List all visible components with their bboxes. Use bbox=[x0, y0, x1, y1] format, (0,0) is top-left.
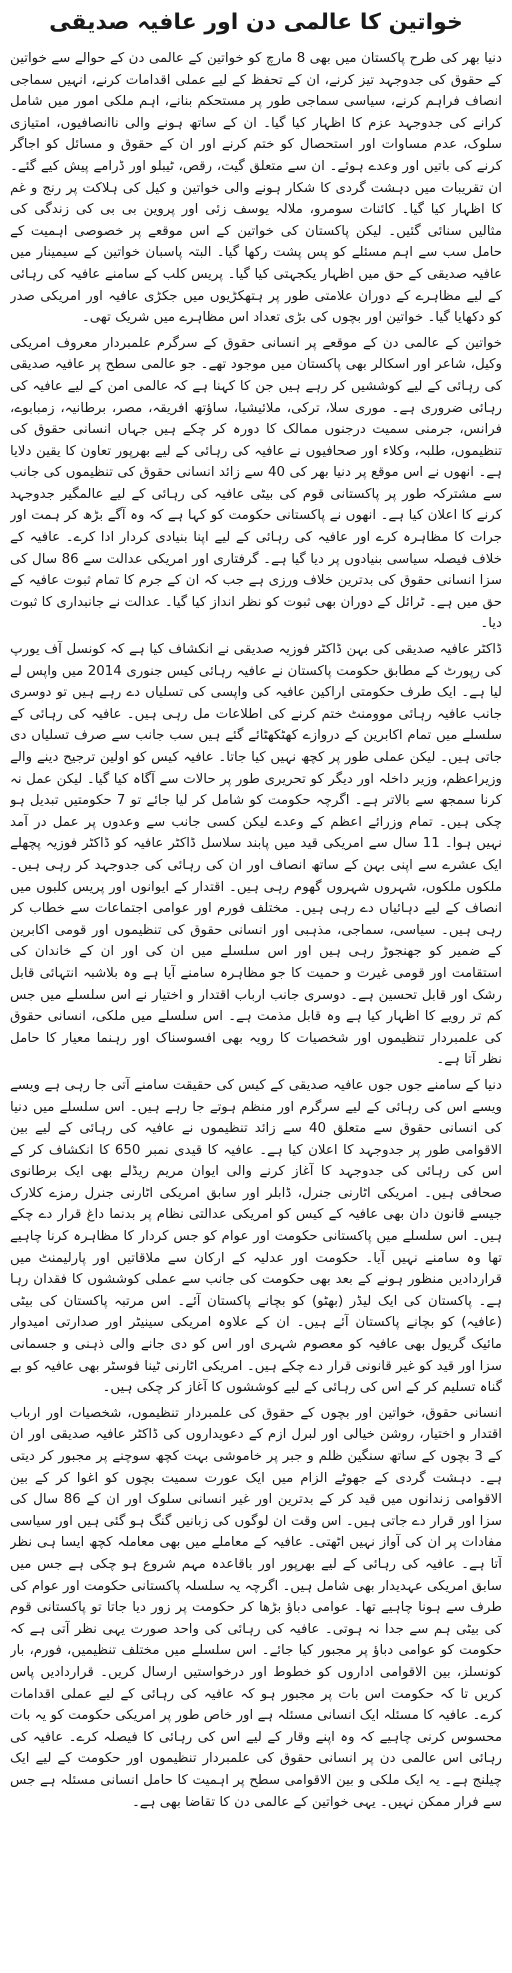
article-paragraph: خواتین کے عالمی دن کے موقعے پر انسانی حقوق کے سرگرم علمبردار معروف امریکی وکیل، شاعر اور اسکالر بھی پاکستان میں موجود تھے۔ جو عالمی سطح پر عافیہ صدیقی کی رہائی کے لیے کوششیں کر رہے ہیں جن کا کہنا ہے کہ عالمی امن کے لیے عافیہ کی رہائی ضروری ہے۔ موری سلا، ترکی، ملائیشیا، ساؤتھ افریقہ، مصر، برطانیہ، زمبابوے، فرانس، جرمنی سمیت درجنوں ممالک کا دورہ کر چکے ہیں جہاں انسانی حقوق کی تنظیموں، طلبہ، وکلاء اور صحافیوں نے عافیہ کی رہائی کے لیے بھرپور تعاون کا یقین دلایا ہے۔ انھوں نے اس موقع پر دنیا بھر کی 40 سے زائد انسانی حقوق کی تنظیموں کی جانب سے مشترکہ طور پر پاکستانی قوم کی بیٹی عافیہ کی رہائی کے لیے عالمگیر جدوجہد کرنے کا اعلان کیا ہے۔ انھوں نے پاکستانی حکومت کو کہا ہے کہ وہ آگے بڑھ کر ہمت اور جرات کا مظاہرہ کرے اور عافیہ کی رہائی کے لیے اپنا بنیادی کردار ادا کرے۔ عافیہ کے خلاف فیصلہ سیاسی بنیادوں پر دیا گیا ہے۔ گرفتاری اور امریکی عدالت سے 86 سال کی سزا انسانی حقوق کی بدترین خلاف ورزی ہے جب کہ ان کے جرم کا تمام ثبوت عافیہ کے حق میں ہے۔ ٹرائل کے دوران بھی ثبوت کو نظر انداز کیا گیا۔ عدالت نے جانبداری کا ثبوت دیا۔ bbox=[10, 335, 502, 632]
article-paragraph: ڈاکٹر عافیہ صدیقی کی بہن ڈاکٹر فوزیہ صدیقی نے انکشاف کیا ہے کہ کونسل آف یورپ کی رپورٹ کے مطابق حکومت پاکستان نے عافیہ رہائی کیس جنوری 2014 میں واپس لے لیا ہے۔ ایک طرف حکومتی اراکین عافیہ کی واپسی کی تسلیاں دے رہے ہیں تو دوسری جانب عافیہ رہائی موومنٹ ختم کرنے کی اطلاعات مل رہی ہیں۔ عافیہ کی رہائی کے سلسلے میں تمام اکابرین کے دروازے کھٹکھٹائے گئے ہیں سب جانب سے صرف تسلیاں دی جاتی ہیں۔ لیکن عملی طور پر کچھ نہیں کیا جاتا۔ عافیہ کیس کو اولین ترجیح دینے والے وزیراعظم، وزیر داخلہ اور دیگر کو تحریری طور پر حالات سے آگاہ کیا گیا۔ لیکن عمل نہ کرنا سمجھ سے بالاتر ہے۔ اگرچہ حکومت کو شامل کر لیا جائے تو 7 حکومتیں تبدیل ہو چکی ہیں۔ تمام وزرائے اعظم کے وعدے لیکن کسی جانب سے وعدوں پر عمل در آمد نہیں ہوا۔ 11 سال سے امریکی قید میں پابند سلاسل ڈاکٹر عافیہ کو ڈاکٹر فوزیہ پچھلے ایک عشرے سے اپنی بہن کے ساتھ انصاف اور ان کی رہائی کی جدوجہد کر رہی ہیں۔ ملکوں ملکوں، شہروں شہروں گھوم رہی ہیں۔ اقتدار کے ایوانوں اور پریس کلبوں میں انصاف کے لیے دہائیاں دے رہی ہیں۔ مختلف فورم اور عوامی اجتماعات سے خطاب کر رہی ہیں۔ سیاسی، سماجی، مذہبی اور انسانی حقوق کی تنظیموں اور قومی اکابرین کے ضمیر کو جھنجوڑ رہی ہیں اور اس سلسلے میں ان کی اور ان کے خاندان کی استقامت اور قومی غیرت و حمیت کا جو مظاہرہ سامنے آیا ہے وہ بلاشبہ انتہائی قابل رشک اور قابل تحسین ہے۔ دوسری جانب ارباب اقتدار و اختیار نے اس سلسلے میں جس کم تر رویے کا اظہار کیا ہے وہ قابل مذمت ہے۔ اس سلسلے میں ملکی، انسانی حقوق کی علمبردار تنظیموں اور شخصیات کا رویہ بھی افسوسناک اور رہنما معیار کا حامل نظر آتا ہے۔ bbox=[10, 642, 502, 1068]
article-headline: خواتین کا عالمی دن اور عافیہ صدیقی bbox=[49, 10, 463, 35]
article-paragraph: دنیا کے سامنے جوں جوں عافیہ صدیقی کے کیس کی حقیقت سامنے آتی جا رہی ہے ویسے ویسے اس کی رہائی کے لیے سرگرم اور منظم ہوتے جا رہے ہیں۔ اس سلسلے میں دنیا کی انسانی حقوق سے متعلق 40 سے زائد تنظیموں نے عافیہ کی رہائی کے لیے بین الاقوامی طور پر جدوجہد کا اعلان کیا ہے۔ عافیہ کا قیدی نمبر 650 کا انکشاف کر کے اس کی رہائی کی جدوجہد کا آغاز کرنے والی ایوان مریم ریڈلے بھی ایک برطانوی صحافی ہیں۔ امریکی اٹارنی جنرل، ڈابلر اور سابق امریکی اٹارنی جنرل رمزے کلارک جیسے قانون دان بھی عافیہ کے کیس کو امریکی عدالتی نظام پر بدنما داغ قرار دے چکے ہیں۔ اس سلسلے میں پاکستانی حکومت اور عوام کو جس کردار کا مظاہرہ کرنا چاہیے تھا وہ سامنے نہیں آیا۔ حکومت اور عدلیہ کے ارکان سے ملاقاتیں اور پارلیمنٹ میں قراردادیں منظور ہونے کے بعد بھی حکومت کی جانب سے عملی کوششوں کا فقدان رہا ہے۔ پاکستان کی ایک لیڈر (بھٹو) کو بچانے پاکستان آئے۔ اس مرتبہ پاکستان کی بیٹی (عافیہ) کو بچانے پاکستان آئے ہیں۔ ان کے علاوہ امریکی سینیٹر اور صدارتی امیدوار مائیک گریول بھی عافیہ کو معصوم شہری اور اس کو دی جانے والی ذہنی و جسمانی سزا اور قید کو غیر قانونی قرار دے چکے ہیں۔ امریکی اٹارنی ٹینا فوسٹر بھی عافیہ کو بے گناہ تسلیم کر کے اس کی رہائی کے لیے کوششوں کا آغاز کر چکی ہیں۔ bbox=[10, 1077, 502, 1396]
article-paragraph: انسانی حقوق، خواتین اور بچوں کے حقوق کی علمبردار تنظیموں، شخصیات اور ارباب اقتدار و اختیار، روشن خیالی اور لبرل ازم کے دعویداروں کی ڈاکٹر عافیہ صدیقی اور ان کے 3 بچوں کے ساتھ سنگین ظلم و جبر پر خاموشی بہت کچھ سوچنے پر مجبور کر دیتی ہے۔ دہشت گردی کے جھوٹے الزام میں ایک عورت سمیت بچوں کو اغوا کر کے بین الاقوامی زندانوں میں قید کر کے بدترین اور غیر انسانی سلوک اور ان کے 86 سال کی سزا اور قرار دے جاتی ہیں۔ اس وقت ان لوگوں کی زبانیں گنگ ہو گئی ہیں اور سیاسی مفادات پر ان کی آواز نہیں اٹھتی۔ عافیہ کے معاملے میں بھی معاملہ کچھ ایسا ہی نظر آتا ہے۔ عافیہ کی رہائی کے لیے بھرپور اور باقاعدہ مہم شروع ہو چکی ہے جس میں سابق امریکی عہدیدار بھی شامل ہیں۔ اگرچہ یہ سلسلہ پاکستانی حکومت اور عوام کی طرف سے ہونا چاہیے تھا۔ عوامی دباؤ بڑھا کر حکومت پر زور دیا جاتا تو پاکستانی قوم کی بیٹی ہم سے جدا نہ ہوتی۔ عافیہ کی رہائی کی واحد صورت یہی نظر آتی ہے کہ حکومت کو عوامی دباؤ پر مجبور کیا جائے۔ اس سلسلے میں مختلف تنظیمیں، فورم، بار کونسلز، بین الاقوامی اداروں کو خطوط اور درخواستیں ارسال کریں۔ قراردادیں پاس کریں تا کہ حکومت اس بات پر مجبور ہو کہ عافیہ کی رہائی کے لیے عملی اقدامات کرے۔ عافیہ کا مسئلہ ایک انسانی مسئلہ ہے اور خاص طور پر امریکی حکومت کو یہ بات محسوس کرنی چاہیے کہ وہ اپنے وقار کے لیے اس کی رہائی کا فیصلہ کرے۔ عافیہ کی رہائی اس عالمی دن پر انسانی حقوق کی علمبردار تنظیموں اور حکومت کے لیے ایک چیلنج ہے۔ یہ ایک ملکی و بین الاقوامی سطح پر اہمیت کا حامل انسانی مسئلہ ہے جس سے فرار ممکن نہیں۔ یہی خواتین کے عالمی دن کا تقاضا بھی ہے۔ bbox=[10, 1405, 502, 1810]
article-body bbox=[10, 48, 502, 1963]
article-paragraph: دنیا بھر کی طرح پاکستان میں بھی 8 مارچ کو خواتین کے عالمی دن کے حوالے سے خواتین کے حقوق کی جدوجہد تیز کرنے، ان کے تحفظ کے لیے عملی اقدامات کرنے، انہیں سماجی انصاف فراہم کرنے، سیاسی سماجی طور پر مستحکم بنانے، اہم ملکی امور میں شامل کرانے کی جدوجہد عزم کا اظہار کیا گیا۔ ان کے ساتھ ہونے والی ناانصافیوں، امتیازی سلوک، عدم مساوات اور استحصال کو ختم کرنے اور ان کے حقوق و مسائل کو اجاگر کرنے کی باتیں اور وعدے ہوئے۔ ان سے متعلق گیت، رقص، ٹیبلو اور ڈرامے پیش کیے گئے۔ ان تقریبات میں دہشت گردی کا شکار ہونے والی خواتین و کیل کی ہلاکت پر رنج و غم کا اظہار کیا گیا۔ کائنات سومرو، ملالہ یوسف زئی اور پروین بی بی کی زندگی کی مثالیں سنائی گئیں۔ لیکن پاکستان کی خواتین کے اس موقعے پر خصوصی اہمیت کے حامل سب سے اہم مسئلے کو پس پشت رکھا گیا۔ البتہ پاسبان خواتین کے سیمینار میں عافیہ صدیقی کے حق میں اظہار یکجہتی کیا گیا۔ پریس کلب کے سامنے عافیہ کی رہائی کے لیے مظاہرے کے دوران علامتی طور پر ہتھکڑیوں میں جکڑی عافیہ اور امریکی صدر کو دکھایا گیا۔ خواتین اور بچوں کی بڑی تعداد اس مظاہرے میں شریک تھی۔ bbox=[10, 51, 502, 326]
